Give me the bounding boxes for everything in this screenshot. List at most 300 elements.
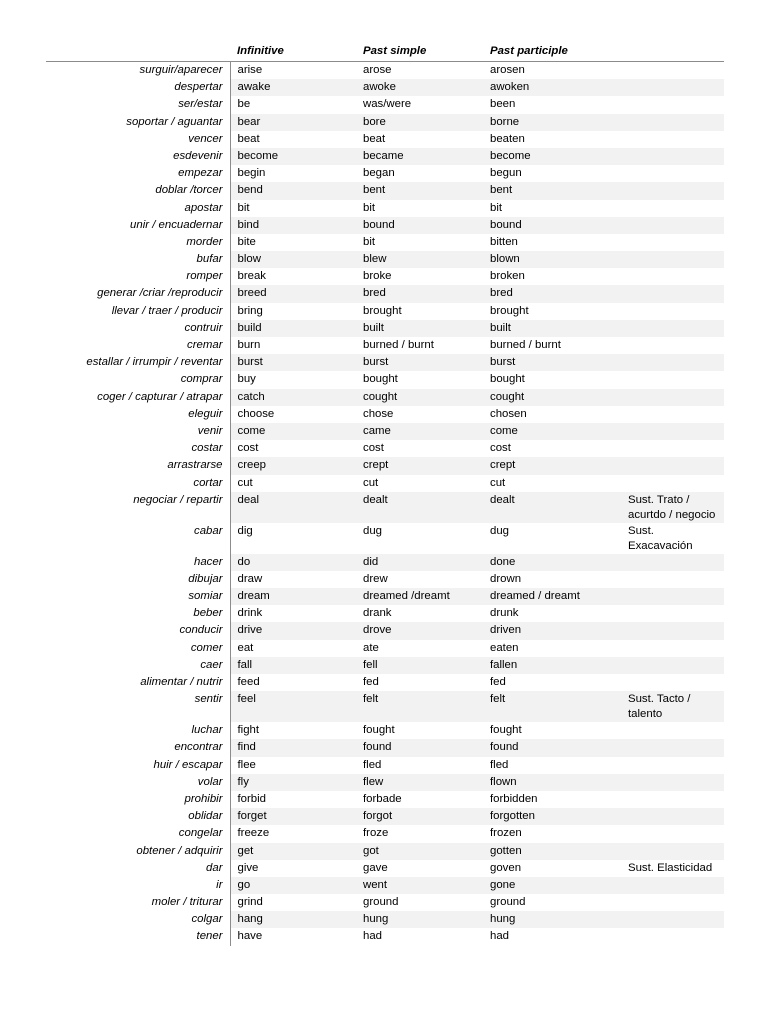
past-participle-cell: done: [483, 554, 621, 571]
table-row: [46, 860, 724, 877]
past-simple-cell: drove: [356, 622, 483, 639]
table-row: [46, 622, 724, 639]
past-simple-cell: ground: [363, 896, 399, 909]
spanish-translation: ir: [46, 877, 230, 894]
past-participle-cell: arosen: [490, 64, 525, 76]
past-participle-cell: dreamed / dreamt: [483, 588, 621, 605]
note-cell: [621, 605, 724, 622]
note-cell: [621, 808, 724, 825]
past-participle-cell: felt: [483, 691, 621, 722]
spanish-translation: morder: [46, 234, 230, 251]
note-cell: [621, 354, 724, 371]
spanish-translation: surguir/aparecer: [46, 62, 230, 80]
past-participle-cell: fled: [490, 758, 509, 771]
note-cell: [621, 320, 724, 337]
table-row: [46, 371, 724, 388]
note-cell: [621, 457, 724, 474]
table-row: [46, 268, 724, 285]
note-cell: [621, 406, 724, 423]
infinitive-cell: draw: [237, 572, 263, 585]
infinitive-cell: eat: [237, 641, 254, 654]
infinitive-cell: forbid: [237, 792, 266, 805]
infinitive-cell: bind: [230, 217, 356, 234]
spanish-translation: doblar /torcer: [46, 182, 230, 199]
table-row: [46, 674, 724, 691]
spanish-translation: congelar: [46, 825, 230, 842]
spanish-translation: venir: [46, 423, 230, 440]
infinitive-cell: fall: [230, 657, 356, 674]
past-simple-cell: forbade: [363, 792, 402, 805]
past-participle-cell: become: [483, 148, 621, 165]
past-participle-cell: begun: [490, 167, 522, 180]
past-participle-cell: forbidden: [490, 792, 538, 805]
spanish-translation: colgar: [46, 911, 230, 928]
note-cell: [621, 571, 724, 588]
infinitive-cell: have: [237, 930, 263, 943]
past-participle-cell: driven: [483, 622, 621, 639]
spanish-translation: negociar / repartir: [46, 492, 230, 523]
infinitive-cell: choose: [237, 407, 275, 420]
past-simple-cell: bred: [356, 285, 483, 302]
infinitive-cell: buy: [237, 373, 256, 386]
past-participle-cell: awoken: [483, 79, 621, 96]
infinitive-cell: burn: [237, 339, 261, 351]
table-body: [46, 62, 724, 946]
past-simple-cell: cought: [356, 389, 483, 406]
past-participle-cell: fought: [490, 724, 522, 737]
past-participle-cell: bought: [490, 373, 525, 386]
past-participle-cell: frozen: [490, 827, 522, 840]
table-row: [46, 303, 724, 320]
spanish-translation: somiar: [46, 588, 230, 605]
past-participle-cell: brought: [490, 304, 529, 317]
infinitive-cell: bite: [237, 235, 256, 248]
note-cell: [621, 843, 724, 860]
spanish-translation: cabar: [46, 523, 230, 554]
past-simple-cell: flew: [356, 774, 483, 791]
table-row: [46, 96, 724, 113]
spanish-translation: dibujar: [46, 571, 230, 588]
table-row: [46, 492, 724, 523]
spanish-translation: despertar: [46, 79, 230, 96]
past-simple-cell: fed: [363, 676, 379, 688]
note-cell: Sust. Trato / acurtdo / negocio: [621, 492, 724, 523]
note-cell: [621, 739, 724, 756]
header-row: [46, 41, 724, 62]
past-simple-cell: gave: [363, 861, 388, 874]
past-participle-cell: bit: [490, 201, 503, 214]
past-participle-cell: bred: [483, 285, 621, 302]
infinitive-cell: do: [230, 554, 356, 571]
past-simple-cell: got: [356, 843, 483, 860]
spanish-translation: bufar: [46, 251, 230, 268]
past-simple-cell: built: [356, 320, 483, 337]
infinitive-cell: arise: [237, 64, 263, 76]
note-cell: [621, 217, 724, 234]
past-simple-cell: broke: [363, 270, 392, 283]
note-cell: [621, 757, 724, 774]
note-cell: [621, 622, 724, 639]
note-cell: [621, 791, 724, 808]
note-cell: [621, 657, 724, 674]
infinitive-cell: awake: [230, 79, 356, 96]
past-participle-cell: bitten: [490, 235, 518, 248]
spanish-translation: luchar: [46, 722, 230, 739]
infinitive-cell: bit: [237, 201, 250, 214]
table-row: [46, 251, 724, 268]
note-cell: [621, 877, 724, 894]
infinitive-cell: flee: [237, 758, 256, 771]
spanish-translation: tener: [46, 928, 230, 945]
past-simple-cell: froze: [363, 827, 389, 840]
spanish-translation: beber: [46, 605, 230, 622]
past-participle-cell: crept: [483, 457, 621, 474]
note-cell: [621, 165, 724, 182]
note-cell: [621, 62, 724, 80]
past-simple-cell: cost: [363, 442, 384, 455]
table-row: [46, 285, 724, 302]
table-row: [46, 843, 724, 860]
table-row: [46, 182, 724, 199]
spanish-translation: sentir: [46, 691, 230, 722]
infinitive-cell: freeze: [237, 827, 270, 840]
past-participle-cell: chosen: [490, 407, 527, 420]
table-row: [46, 114, 724, 131]
spanish-translation: prohibir: [46, 791, 230, 808]
table-row: [46, 523, 724, 554]
spanish-translation: conducir: [46, 622, 230, 639]
note-cell: [621, 894, 724, 911]
past-simple-cell: became: [356, 148, 483, 165]
note-cell: [621, 182, 724, 199]
past-participle-cell: goven: [490, 861, 522, 874]
infinitive-cell: get: [230, 843, 356, 860]
note-cell: [621, 774, 724, 791]
spanish-translation: empezar: [46, 165, 230, 182]
past-participle-cell: cost: [490, 442, 511, 455]
past-simple-cell: beat: [363, 132, 386, 145]
past-simple-cell: did: [356, 554, 483, 571]
infinitive-cell: hang: [230, 911, 356, 928]
table-row: [46, 691, 724, 722]
note-cell: [621, 234, 724, 251]
table-row: [46, 739, 724, 756]
spanish-translation: dar: [46, 860, 230, 877]
table-row: [46, 571, 724, 588]
infinitive-cell: feel: [230, 691, 356, 722]
table-row: [46, 808, 724, 825]
table-row: [46, 554, 724, 571]
infinitive-cell: build: [230, 320, 356, 337]
spanish-translation: arrastrarse: [46, 457, 230, 474]
table-row: [46, 457, 724, 474]
table-row: [46, 911, 724, 928]
spanish-translation: vencer: [46, 131, 230, 148]
note-cell: [621, 371, 724, 388]
spanish-translation: costar: [46, 440, 230, 457]
infinitive-cell: bend: [230, 182, 356, 199]
past-simple-cell: ate: [363, 641, 379, 654]
note-cell: [621, 337, 724, 354]
past-simple-cell: drew: [363, 572, 388, 585]
spanish-translation: romper: [46, 268, 230, 285]
spanish-translation: obtener / adquirir: [46, 843, 230, 860]
note-cell: [621, 423, 724, 440]
note-cell: [621, 303, 724, 320]
spanish-translation: estallar / irrumpir / reventar: [46, 354, 230, 371]
table-row: [46, 62, 724, 80]
table-row: [46, 928, 724, 945]
note-cell: [621, 268, 724, 285]
note-cell: [621, 475, 724, 492]
table-row: [46, 131, 724, 148]
note-cell: [621, 911, 724, 928]
past-participle-cell: beaten: [490, 132, 525, 145]
past-participle-cell: hung: [483, 911, 621, 928]
past-participle-cell: broken: [490, 270, 525, 283]
past-participle-cell: come: [483, 423, 621, 440]
infinitive-cell: grind: [237, 896, 263, 909]
infinitive-cell: bring: [237, 304, 263, 317]
past-simple-cell: bit: [363, 201, 376, 214]
past-simple-cell: blew: [356, 251, 483, 268]
past-simple-cell: found: [356, 739, 483, 756]
table-row: [46, 640, 724, 657]
table-row: [46, 389, 724, 406]
table-row: [46, 877, 724, 894]
infinitive-cell: go: [230, 877, 356, 894]
table-row: [46, 588, 724, 605]
past-simple-cell: dealt: [356, 492, 483, 523]
note-cell: [621, 674, 724, 691]
spanish-translation: cremar: [46, 337, 230, 354]
past-simple-cell: awoke: [356, 79, 483, 96]
past-simple-cell: was/were: [363, 98, 412, 111]
past-simple-cell: arose: [363, 64, 392, 76]
header-past-participle: Past participle: [483, 41, 621, 62]
irregular-verbs-sheet: [46, 41, 724, 946]
spanish-translation: moler / triturar: [46, 894, 230, 911]
past-simple-cell: chose: [363, 407, 394, 420]
note-cell: [621, 200, 724, 217]
past-participle-cell: found: [483, 739, 621, 756]
note-cell: [621, 389, 724, 406]
spanish-translation: ser/estar: [46, 96, 230, 113]
past-participle-cell: fed: [490, 676, 506, 688]
note-cell: [621, 722, 724, 739]
past-simple-cell: cut: [363, 476, 379, 489]
past-simple-cell: went: [356, 877, 483, 894]
past-simple-cell: brought: [363, 304, 402, 317]
past-simple-cell: bit: [363, 235, 376, 248]
past-simple-cell: drank: [363, 607, 392, 620]
spanish-translation: generar /criar /reproducir: [46, 285, 230, 302]
note-cell: [621, 588, 724, 605]
past-participle-cell: cought: [483, 389, 621, 406]
past-simple-cell: had: [363, 930, 383, 943]
note-cell: [621, 148, 724, 165]
infinitive-cell: deal: [230, 492, 356, 523]
note-cell: [621, 96, 724, 113]
past-participle-cell: forgotten: [483, 808, 621, 825]
infinitive-cell: burst: [230, 354, 356, 371]
table-row: [46, 234, 724, 251]
spanish-translation: caer: [46, 657, 230, 674]
spanish-translation: comprar: [46, 371, 230, 388]
table-row: [46, 354, 724, 371]
past-participle-cell: drunk: [490, 607, 519, 620]
table-row: [46, 320, 724, 337]
past-simple-cell: bore: [356, 114, 483, 131]
infinitive-cell: dream: [230, 588, 356, 605]
table-row: [46, 200, 724, 217]
table-row: [46, 722, 724, 739]
spanish-translation: eleguir: [46, 406, 230, 423]
infinitive-cell: break: [237, 270, 266, 283]
note-cell: [621, 131, 724, 148]
header-notes: [621, 41, 724, 62]
table-row: [46, 657, 724, 674]
note-cell: [621, 554, 724, 571]
spanish-translation: coger / capturar / atrapar: [46, 389, 230, 406]
spanish-translation: soportar / aguantar: [46, 114, 230, 131]
past-simple-cell: bound: [356, 217, 483, 234]
past-participle-cell: borne: [483, 114, 621, 131]
past-participle-cell: fallen: [483, 657, 621, 674]
infinitive-cell: begin: [237, 167, 266, 180]
table-row: [46, 406, 724, 423]
past-participle-cell: dug: [490, 524, 510, 537]
past-participle-cell: drown: [490, 572, 522, 585]
note-cell: [621, 285, 724, 302]
table-row: [46, 79, 724, 96]
table-row: [46, 894, 724, 911]
spanish-translation: alimentar / nutrir: [46, 674, 230, 691]
past-participle-cell: been: [490, 98, 516, 111]
spanish-translation: cortar: [46, 475, 230, 492]
verb-table: [46, 41, 724, 946]
past-simple-cell: hung: [356, 911, 483, 928]
infinitive-cell: bear: [230, 114, 356, 131]
infinitive-cell: breed: [230, 285, 356, 302]
past-participle-cell: eaten: [490, 641, 519, 654]
past-simple-cell: bent: [356, 182, 483, 199]
spanish-translation: huir / escapar: [46, 757, 230, 774]
note-cell: [621, 440, 724, 457]
table-row: [46, 217, 724, 234]
past-participle-cell: burned / burnt: [490, 339, 561, 351]
note-cell: Sust. Elasticidad: [628, 861, 713, 874]
table-row: [46, 423, 724, 440]
past-simple-cell: felt: [356, 691, 483, 722]
note-cell: [621, 114, 724, 131]
past-participle-cell: flown: [483, 774, 621, 791]
table-row: [46, 605, 724, 622]
past-participle-cell: burst: [483, 354, 621, 371]
infinitive-cell: cost: [237, 442, 259, 455]
spanish-translation: comer: [46, 640, 230, 657]
infinitive-cell: cut: [237, 476, 253, 489]
infinitive-cell: drive: [230, 622, 356, 639]
spanish-translation: volar: [46, 774, 230, 791]
note-cell: [621, 79, 724, 96]
infinitive-cell: fly: [230, 774, 356, 791]
past-participle-cell: bound: [483, 217, 621, 234]
past-simple-cell: forgot: [356, 808, 483, 825]
infinitive-cell: be: [237, 98, 251, 111]
past-simple-cell: fought: [363, 724, 395, 737]
past-simple-cell: fled: [363, 758, 382, 771]
table-header: [46, 41, 724, 62]
infinitive-cell: blow: [230, 251, 356, 268]
table-row: [46, 165, 724, 182]
infinitive-cell: feed: [237, 676, 260, 688]
table-row: [46, 757, 724, 774]
past-simple-cell: bought: [363, 373, 398, 386]
spanish-translation: encontrar: [46, 739, 230, 756]
spanish-translation: unir / encuadernar: [46, 217, 230, 234]
past-participle-cell: cut: [490, 476, 506, 489]
infinitive-cell: catch: [230, 389, 356, 406]
past-simple-cell: fell: [356, 657, 483, 674]
infinitive-cell: creep: [230, 457, 356, 474]
table-row: [46, 774, 724, 791]
note-cell: [621, 640, 724, 657]
past-participle-cell: gotten: [483, 843, 621, 860]
header-infinitive: Infinitive: [230, 41, 356, 62]
table-row: [46, 825, 724, 842]
past-participle-cell: had: [490, 930, 510, 943]
past-simple-cell: dreamed /dreamt: [356, 588, 483, 605]
table-row: [46, 148, 724, 165]
table-row: [46, 337, 724, 354]
infinitive-cell: give: [237, 861, 259, 874]
infinitive-cell: fight: [237, 724, 260, 737]
note-cell: [621, 928, 724, 945]
infinitive-cell: drink: [237, 607, 263, 620]
past-simple-cell: burst: [356, 354, 483, 371]
note-cell: Sust. Tacto / talento: [621, 691, 724, 722]
note-cell: Sust. Exacavación: [628, 524, 693, 552]
infinitive-cell: find: [230, 739, 356, 756]
spanish-translation: llevar / traer / producir: [46, 303, 230, 320]
infinitive-cell: dig: [237, 524, 253, 537]
note-cell: [621, 251, 724, 268]
header-past-simple: Past simple: [356, 41, 483, 62]
past-participle-cell: built: [483, 320, 621, 337]
spanish-translation: oblidar: [46, 808, 230, 825]
infinitive-cell: forget: [230, 808, 356, 825]
past-participle-cell: ground: [490, 896, 526, 909]
past-simple-cell: came: [356, 423, 483, 440]
note-cell: [621, 825, 724, 842]
spanish-translation: contruir: [46, 320, 230, 337]
spanish-translation: esdevenir: [46, 148, 230, 165]
infinitive-cell: become: [230, 148, 356, 165]
past-participle-cell: blown: [483, 251, 621, 268]
past-simple-cell: crept: [356, 457, 483, 474]
past-participle-cell: bent: [483, 182, 621, 199]
past-simple-cell: began: [363, 167, 395, 180]
table-row: [46, 791, 724, 808]
header-spanish: [46, 41, 230, 62]
infinitive-cell: beat: [237, 132, 260, 145]
spanish-translation: apostar: [46, 200, 230, 217]
table-row: [46, 440, 724, 457]
past-simple-cell: burned / burnt: [363, 339, 434, 351]
past-participle-cell: dealt: [483, 492, 621, 523]
spanish-translation: hacer: [46, 554, 230, 571]
